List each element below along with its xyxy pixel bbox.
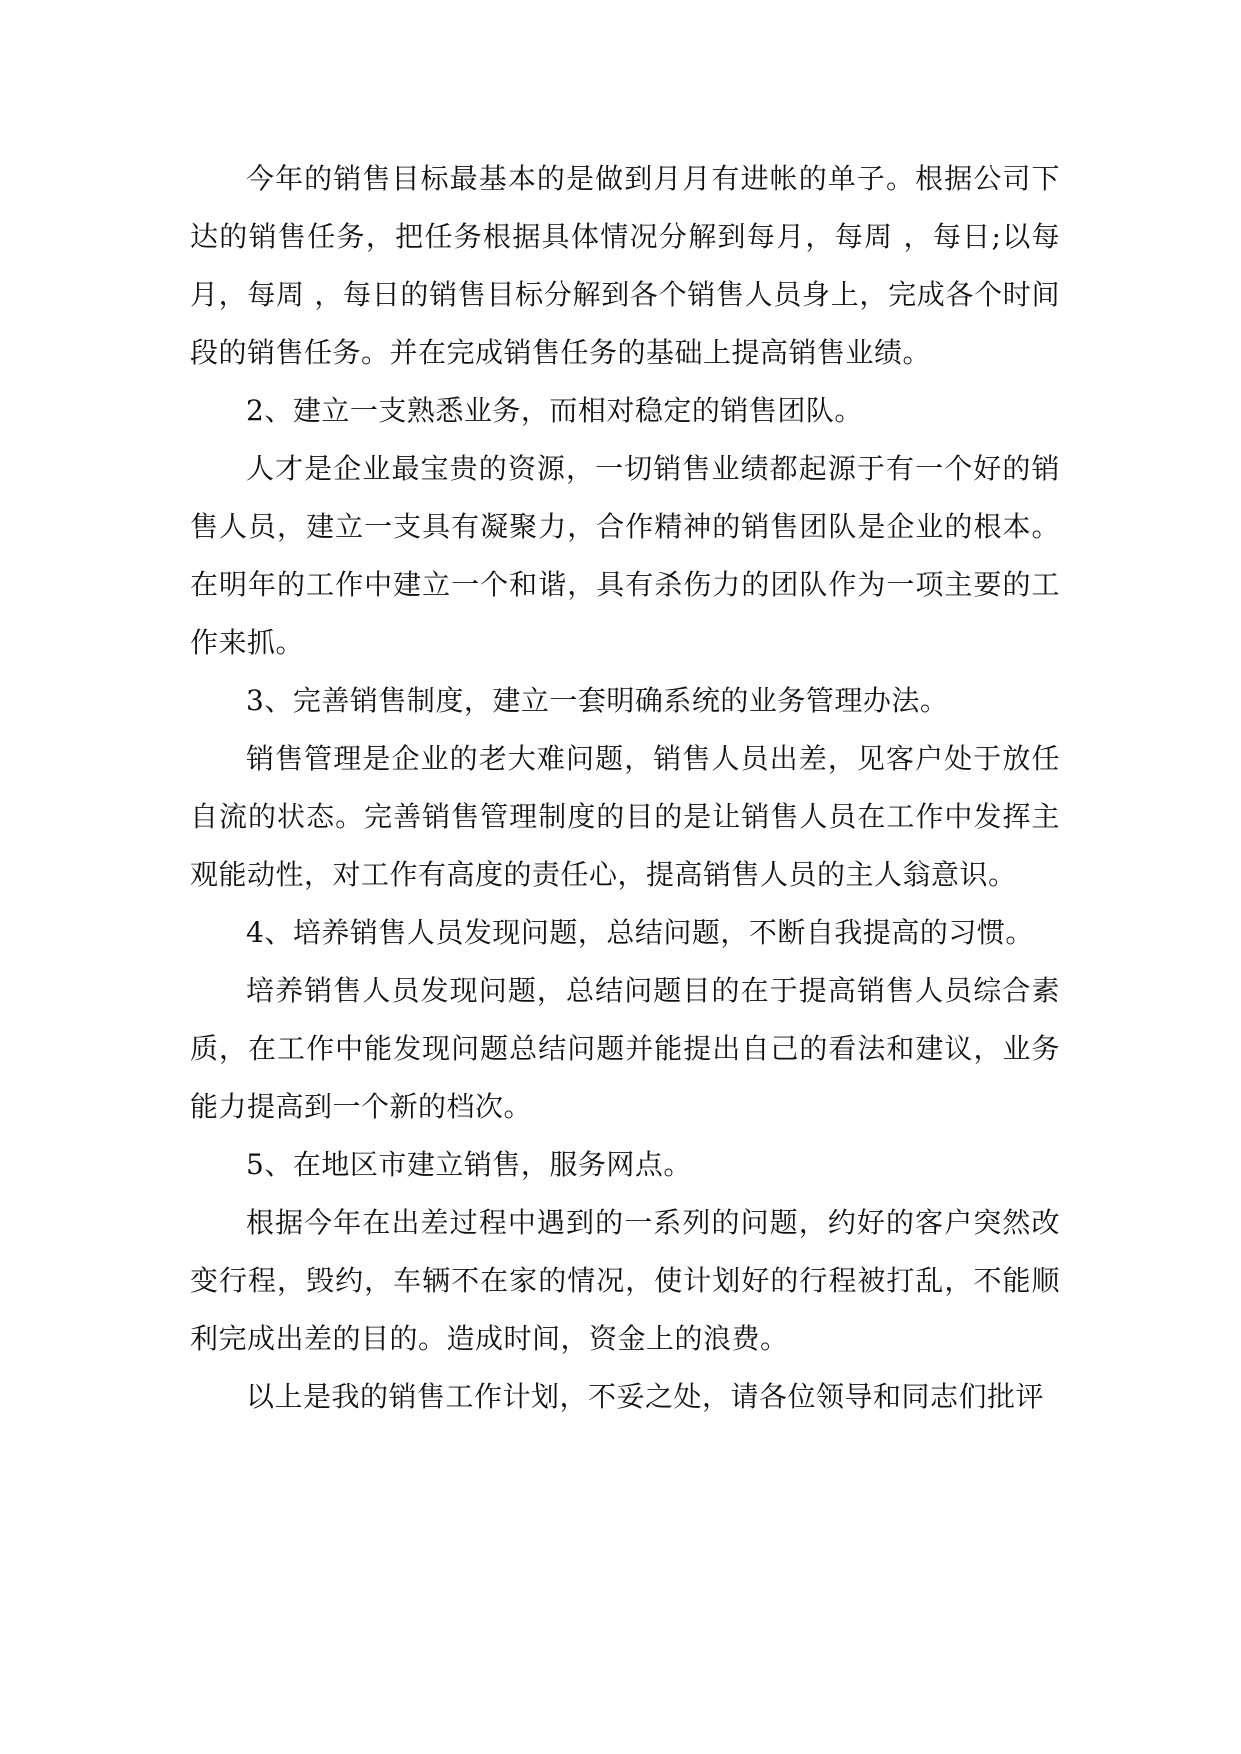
document-body (190, 150, 1060, 1426)
heading-build-team: 2、建立一支熟悉业务，而相对稳定的销售团队。 (246, 394, 863, 427)
paragraph-talent: 人才是企业最宝贵的资源，一切销售业绩都起源于有一个好的销售人员，建立一支具有凝聚力，合作精神的销售团队是企业的根本。在明年的工作中建立一个和谐，具有杀伤力的团队作为一项主要的工作来抓。 (190, 452, 1060, 659)
paragraph-sales-target: 今年的销售目标最基本的是做到月月有进帐的单子。根据公司下达的销售任务，把任务根据具体情况分解到每月，每周 ，每日;以每月，每周 ，每日的销售目标分解到各个销售人员身上，完成各个时间段的销售任务。并在完成销售任务的基础上提高销售业绩。 (190, 162, 1060, 369)
heading-service-network: 5、在地区市建立销售，服务网点。 (246, 1148, 692, 1181)
paragraph-travel-issues: 根据今年在出差过程中遇到的一系列的问题，约好的客户突然改变行程，毁约，车辆不在家的情况，使计划好的行程被打乱，不能顺利完成出差的目的。造成时间，资金上的浪费。 (190, 1206, 1060, 1355)
paragraph-training: 培养销售人员发现问题，总结问题目的在于提高销售人员综合素质，在工作中能发现问题总结问题并能提出自己的看法和建议，业务能力提高到一个新的档次。 (190, 974, 1060, 1123)
paragraph-sales-management: 销售管理是企业的老大难问题，销售人员出差，见客户处于放任自流的状态。完善销售管理制度的目的是让销售人员在工作中发挥主观能动性，对工作有高度的责任心，提高销售人员的主人翁意识。 (190, 742, 1060, 891)
heading-improve-system: 3、完善销售制度，建立一套明确系统的业务管理办法。 (246, 684, 949, 717)
heading-train-staff: 4、培养销售人员发现问题，总结问题，不断自我提高的习惯。 (246, 916, 1034, 949)
paragraph-closing: 以上是我的销售工作计划，不妥之处，请各位领导和同志们批评 (246, 1380, 1045, 1413)
